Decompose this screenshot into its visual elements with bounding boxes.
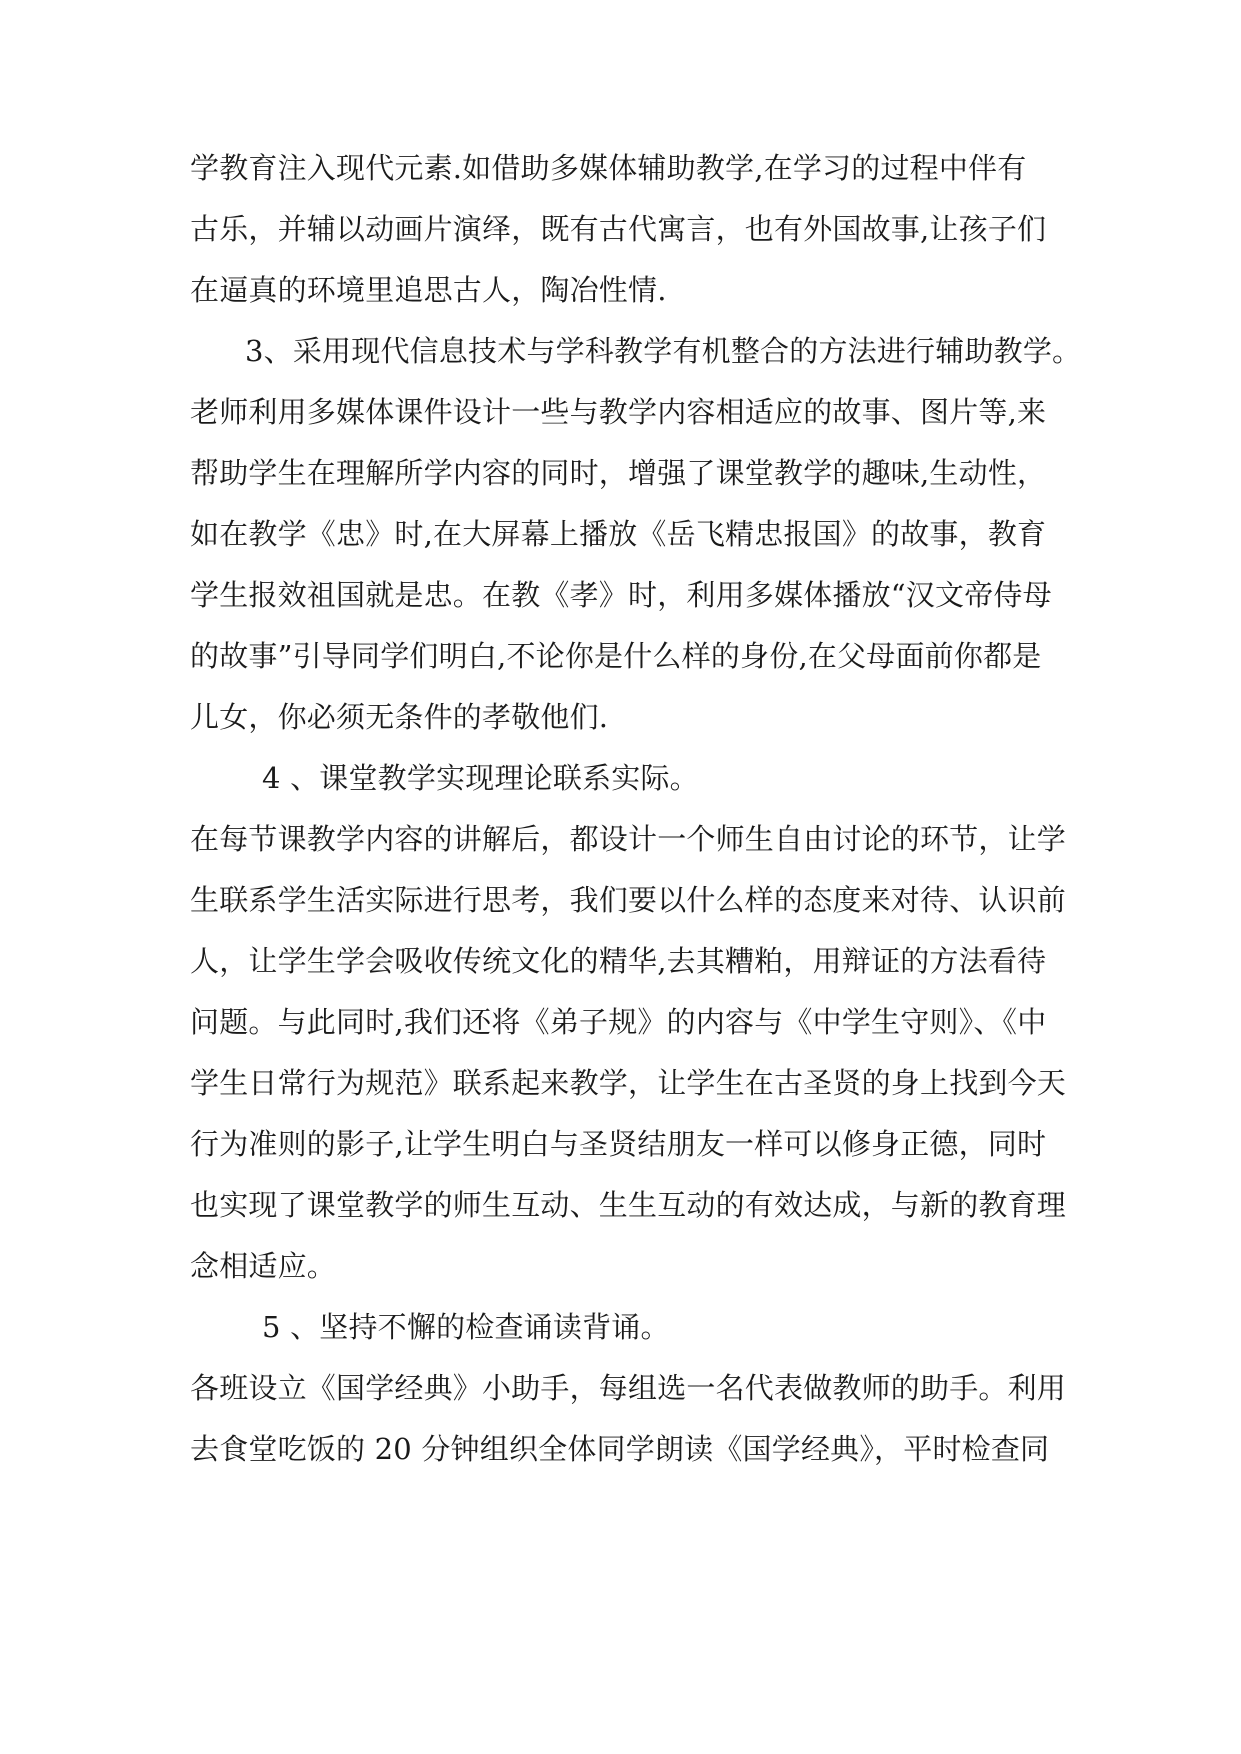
text-line: 问题。与此同时,我们还将《弟子规》的内容与《中学生守则》、《中 xyxy=(190,1005,1047,1039)
text-line: 学生报效祖国就是忠。在教《孝》时，利用多媒体播放“汉文帝侍母 xyxy=(190,578,1052,612)
text-line: 念相适应。 xyxy=(190,1249,337,1283)
text-line: 学教育注入现代元素.如借助多媒体辅助教学,在学习的过程中伴有 xyxy=(190,151,1027,185)
text-line: 学生日常行为规范》联系起来教学，让学生在古圣贤的身上找到今天 xyxy=(190,1066,1067,1100)
text-line: 古乐，并辅以动画片演绎，既有古代寓言，也有外国故事,让孩子们 xyxy=(190,212,1047,246)
text-line: 如在教学《忠》时,在大屏幕上播放《岳飞精忠报国》的故事，教育 xyxy=(190,517,1047,551)
text-line: 在逼真的环境里追思古人，陶冶性情. xyxy=(190,273,667,307)
text-line: 各班设立《国学经典》小助手，每组选一名代表做教师的助手。利用 xyxy=(190,1371,1067,1405)
text-line: 去食堂吃饭的 20 分钟组织全体同学朗读《国学经典》，平时检查同 xyxy=(190,1432,1050,1466)
text-line: 也实现了课堂教学的师生互动、生生互动的有效达成，与新的教育理 xyxy=(190,1188,1067,1222)
text-line: 儿女，你必须无条件的孝敬他们. xyxy=(190,700,609,734)
text-line: 老师利用多媒体课件设计一些与教学内容相适应的故事、图片等,来 xyxy=(190,395,1047,429)
section-heading-5: 5 、坚持不懈的检查诵读背诵。 xyxy=(262,1310,670,1344)
text-line: 生联系学生活实际进行思考，我们要以什么样的态度来对待、认识前 xyxy=(190,883,1067,917)
text-line: 的故事”引导同学们明白,不论你是什么样的身份,在父母面前你都是 xyxy=(190,639,1042,673)
text-line: 在每节课教学内容的讲解后，都设计一个师生自由讨论的环节，让学 xyxy=(190,822,1067,856)
text-line: 行为准则的影子,让学生明白与圣贤结朋友一样可以修身正德，同时 xyxy=(190,1127,1047,1161)
text-line: 人，让学生学会吸收传统文化的精华,去其糟粕，用辩证的方法看待 xyxy=(190,944,1047,978)
text-line: 帮助学生在理解所学内容的同时，增强了课堂教学的趣味,生动性， xyxy=(190,456,1047,490)
section-heading-3: 3、采用现代信息技术与学科教学有机整合的方法进行辅助教学。 xyxy=(245,334,1082,368)
section-heading-4: 4 、课堂教学实现理论联系实际。 xyxy=(262,761,699,795)
